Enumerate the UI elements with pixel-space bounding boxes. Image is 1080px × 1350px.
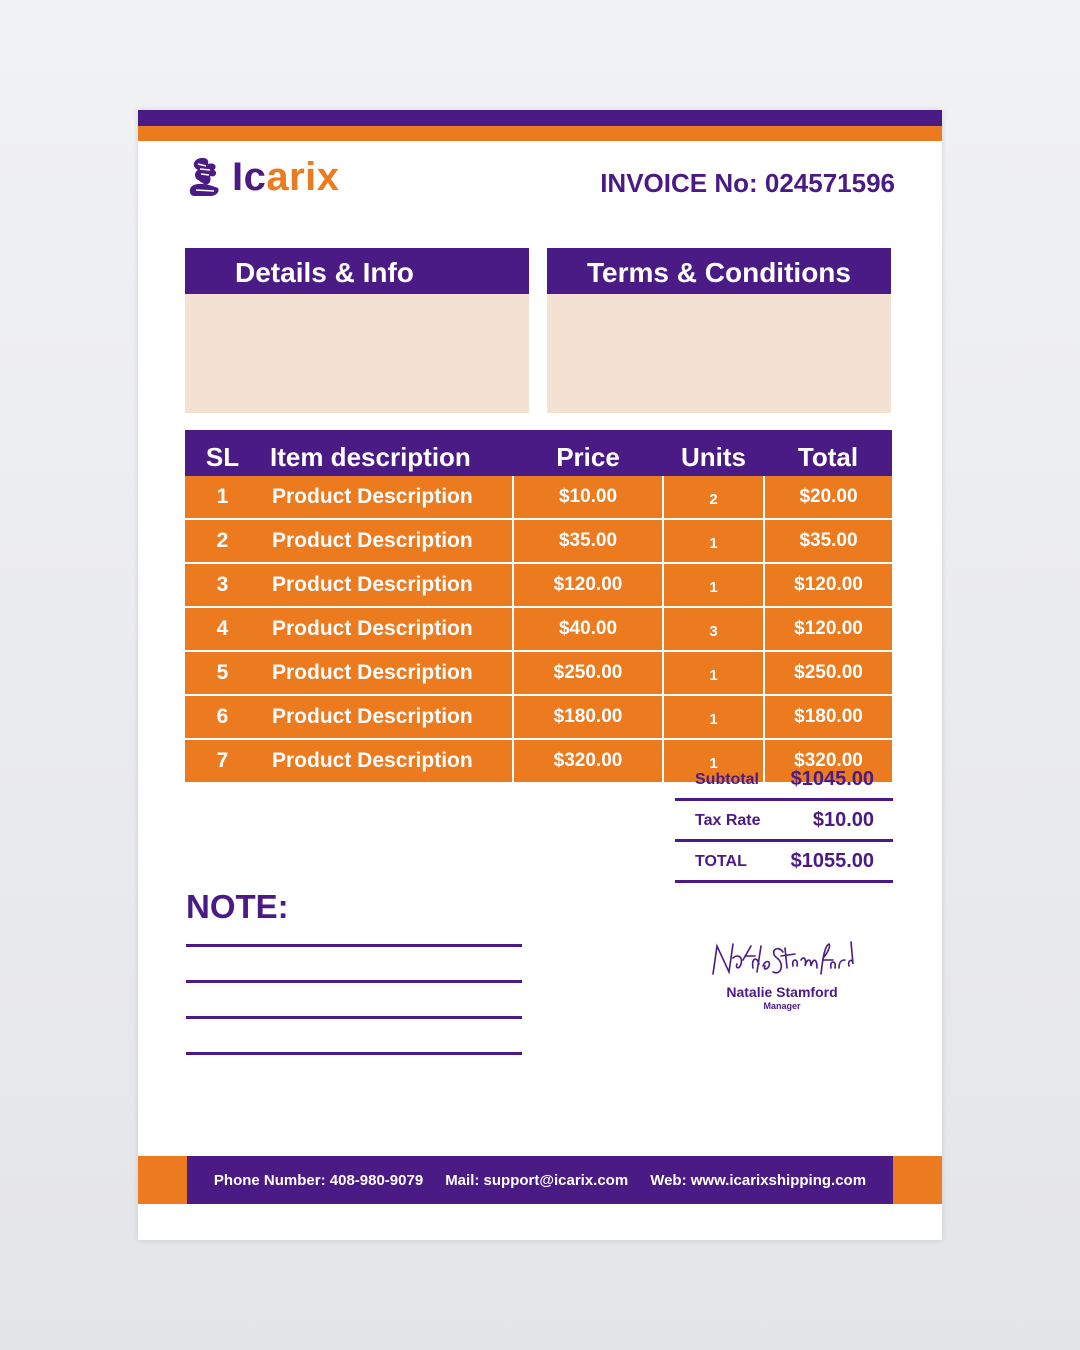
table-row	[185, 651, 892, 695]
winged-shoe-icon	[188, 156, 222, 198]
table-row	[185, 563, 892, 607]
tax-value: $10.00	[812, 809, 874, 831]
row-description: Product Description	[260, 476, 513, 519]
row-price: $40.00	[513, 607, 663, 651]
row-total: $35.00	[764, 519, 892, 563]
table-row	[185, 476, 892, 519]
row-sl: 1	[185, 476, 260, 519]
row-sl: 5	[185, 651, 260, 695]
brand-wordmark-part2: arix	[266, 155, 340, 199]
row-units: 1	[663, 651, 764, 695]
brand-wordmark	[232, 157, 340, 197]
row-sl: 4	[185, 607, 260, 651]
table-row	[185, 607, 892, 651]
subtotal-label: Subtotal	[695, 771, 759, 788]
items-table	[185, 430, 892, 784]
row-description: Product Description	[260, 563, 513, 607]
header-description: Item description	[260, 430, 513, 476]
note-title: NOTE:	[186, 888, 289, 925]
table-header-row	[185, 430, 892, 476]
footer-contact-bar	[187, 1156, 893, 1204]
row-description: Product Description	[260, 695, 513, 739]
totals-block	[675, 762, 893, 885]
header-price: Price	[513, 430, 663, 476]
footer-phone: Phone Number: 408-980-9079	[213, 1171, 424, 1189]
row-price: $35.00	[513, 519, 663, 563]
row-description: Product Description	[260, 651, 513, 695]
signature-block	[700, 938, 864, 1011]
header-total: Total	[764, 430, 892, 476]
row-sl: 7	[185, 739, 260, 783]
row-total: $320.00	[764, 739, 892, 783]
row-total: $120.00	[764, 607, 892, 651]
row-price: $10.00	[513, 476, 663, 519]
table-row	[185, 519, 892, 563]
row-units: 2	[663, 476, 764, 519]
row-description: Product Description	[260, 739, 513, 783]
row-units: 1	[663, 695, 764, 739]
row-total: $250.00	[764, 651, 892, 695]
details-info-title: Details & Info	[185, 248, 529, 294]
tax-row	[675, 803, 893, 842]
note-line	[186, 1016, 522, 1019]
invoice-sheet	[138, 110, 942, 1240]
terms-box	[547, 248, 891, 413]
top-band-purple	[138, 110, 942, 126]
signer-role: Manager	[763, 1001, 801, 1011]
subtotal-row	[675, 762, 893, 801]
row-total: $180.00	[764, 695, 892, 739]
footer-web: Web: www.icarixshipping.com	[650, 1171, 867, 1189]
row-total: $20.00	[764, 476, 892, 519]
footer-mail: Mail: support@icarix.com	[445, 1171, 629, 1189]
header-sl: SL	[185, 430, 260, 476]
total-label: TOTAL	[695, 853, 747, 870]
handwritten-signature	[707, 938, 857, 982]
brand-wordmark-part1: Ic	[232, 155, 267, 199]
invoice-number: INVOICE No: 024571596	[600, 168, 895, 198]
details-info-box	[185, 248, 529, 413]
note-line	[186, 980, 522, 983]
subtotal-value: $1045.00	[790, 768, 874, 790]
total-row	[675, 844, 893, 883]
row-sl: 2	[185, 519, 260, 563]
table-row	[185, 695, 892, 739]
row-sl: 6	[185, 695, 260, 739]
row-price: $120.00	[513, 563, 663, 607]
note-line	[186, 1052, 522, 1055]
row-description: Product Description	[260, 607, 513, 651]
row-total: $120.00	[764, 563, 892, 607]
row-units: 1	[663, 739, 764, 783]
row-price: $180.00	[513, 695, 663, 739]
header-units: Units	[663, 430, 764, 476]
row-units: 1	[663, 563, 764, 607]
signer-name: Natalie Stamford	[726, 984, 838, 1000]
row-units: 3	[663, 607, 764, 651]
row-description: Product Description	[260, 519, 513, 563]
brand-logo	[188, 154, 340, 200]
row-price: $320.00	[513, 739, 663, 783]
note-line	[186, 944, 522, 947]
total-value: $1055.00	[790, 850, 874, 872]
terms-title: Terms & Conditions	[547, 248, 891, 294]
top-band-orange	[138, 126, 942, 141]
row-sl: 3	[185, 563, 260, 607]
row-price: $250.00	[513, 651, 663, 695]
tax-label: Tax Rate	[695, 812, 761, 829]
row-units: 1	[663, 519, 764, 563]
